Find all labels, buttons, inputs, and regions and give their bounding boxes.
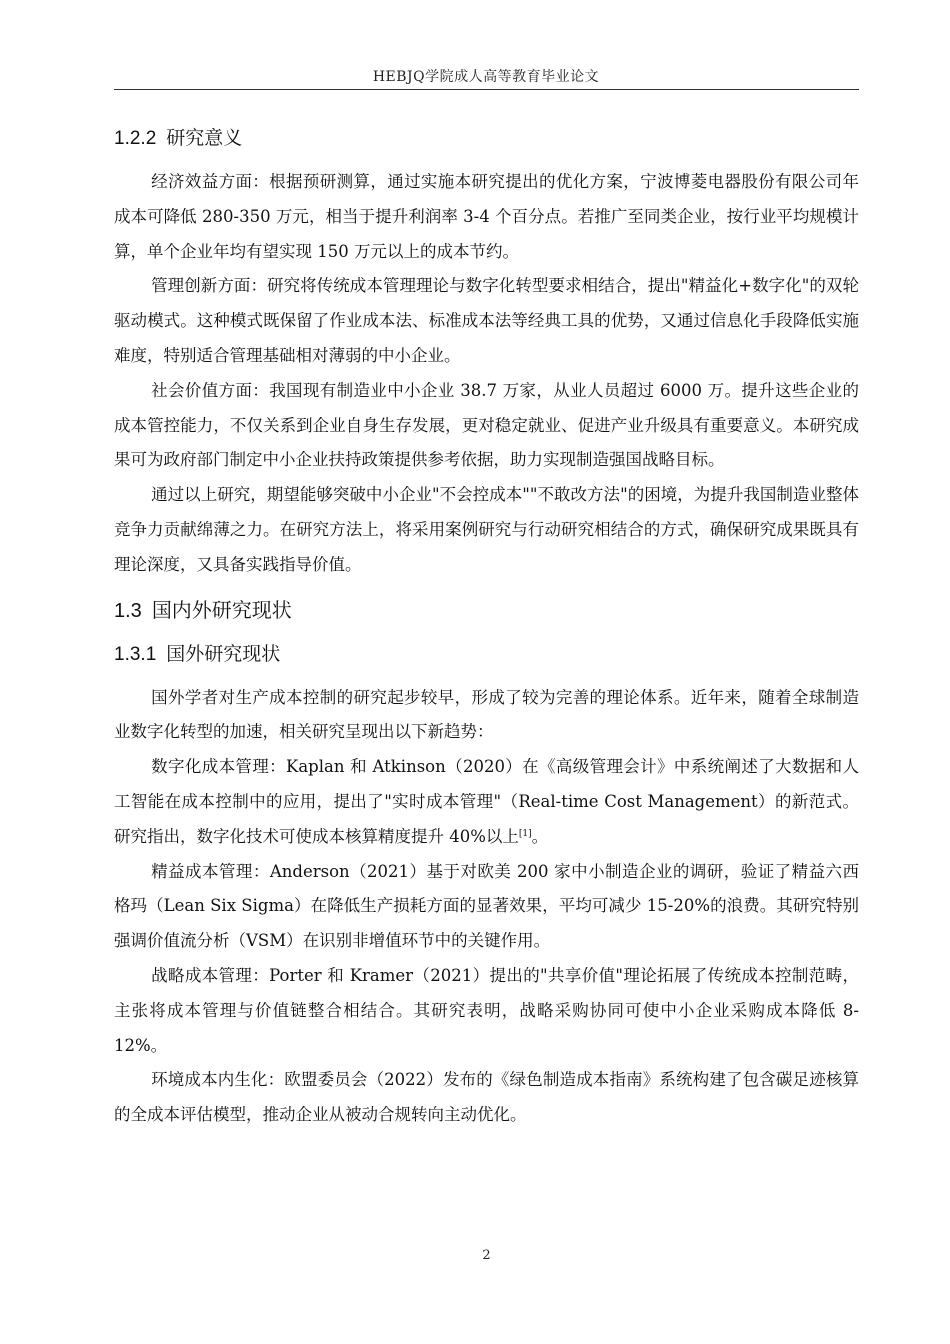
running-header: HEBJQ学院成人高等教育毕业论文 xyxy=(372,69,600,85)
section-title: 研究意义 xyxy=(166,127,243,149)
paragraph: 环境成本内生化：欧盟委员会（2022）发布的《绿色制造成本指南》系统构建了包含碳足迹核算的全成本评估模型，推动企业从被动合规转向主动优化。 xyxy=(114,1070,859,1125)
citation-marker: [1] xyxy=(518,828,532,839)
page-number: 2 xyxy=(482,1248,491,1263)
paragraph: 精益成本管理：Anderson（2021）基于对欧美 200 家中小制造企业的调研，验证了精益六西格玛（Lean Six Sigma）在降低生产损耗方面的显著效果，平均可减少 15-20%的浪费。其研究特别强调价值流分析（VSM）在识别非增值环节中的关键作用。 xyxy=(114,861,859,951)
section-heading-1-3 xyxy=(114,589,859,632)
section-heading-1-3-1 xyxy=(114,634,859,675)
section-title: 国外研究现状 xyxy=(166,642,281,665)
paragraph: 通过以上研究，期望能够突破中小企业"不会控成本""不敢改方法"的困境，为提升我国制造业整体竞争力贡献绵薄之力。在研究方法上，将采用案例研究与行动研究相结合的方式，确保研究成果既具有理论深度，又具备实践指导价值。 xyxy=(114,485,859,574)
paragraph-with-citation xyxy=(114,750,859,854)
section-1-3-1-body xyxy=(114,681,859,1133)
page-body xyxy=(114,118,859,1133)
paragraph: 国外学者对生产成本控制的研究起步较早，形成了较为完善的理论体系。近年来，随着全球制造业数字化转型的加速，相关研究呈现出以下新趋势： xyxy=(114,687,859,742)
paragraph: 管理创新方面：研究将传统成本管理理论与数字化转型要求相结合，提出"精益化+数字化"的双轮驱动模式。这种模式既保留了作业成本法、标准成本法等经典工具的优势，又通过信息化手段降低实施难度，特别适合管理基础相对薄弱的中小企业。 xyxy=(114,276,859,365)
section-number: 1.3 xyxy=(114,599,142,622)
paragraph-end: 。 xyxy=(531,826,549,846)
paragraph: 战略成本管理：Porter 和 Kramer（2021）提出的"共享价值"理论拓展了传统成本控制范畴，主张将成本管理与价值链整合相结合。其研究表明，战略采购协同可使中小企业采购成本降低 8-12%。 xyxy=(114,965,859,1055)
section-number: 1.3.1 xyxy=(114,643,157,665)
section-1-2-2-body xyxy=(114,165,859,583)
section-title: 国内外研究现状 xyxy=(151,597,292,622)
header-divider xyxy=(114,89,859,90)
section-heading-1-2-2 xyxy=(114,118,859,159)
section-number: 1.2.2 xyxy=(114,128,157,149)
paragraph-text: 数字化成本管理：Kaplan 和 Atkinson（2020）在《高级管理会计》中系统阐述了大数据和人工智能在成本控制中的应用，提出了"实时成本管理"（Real-time Cost Management）的新范式。研究指出，数字化技术可使成本核算精度提升 40%以上 xyxy=(114,757,859,846)
paragraph: 社会价值方面：我国现有制造业中小企业 38.7 万家，从业人员超过 6000 万。提升这些企业的成本管控能力，不仅关系到企业自身生存发展，更对稳定就业、促进产业升级具有重要意义。本研究成果可为政府部门制定中小企业扶持政策提供参考依据，助力实现制造强国战略目标。 xyxy=(114,380,859,470)
paragraph: 经济效益方面：根据预研测算，通过实施本研究提出的优化方案，宁波博菱电器股份有限公司年成本可降低 280-350 万元，相当于提升利润率 3-4 个百分点。若推广至同类企业，按行业平均规模计算，单个企业年均有望实现 150 万元以上的成本节约。 xyxy=(114,172,859,261)
